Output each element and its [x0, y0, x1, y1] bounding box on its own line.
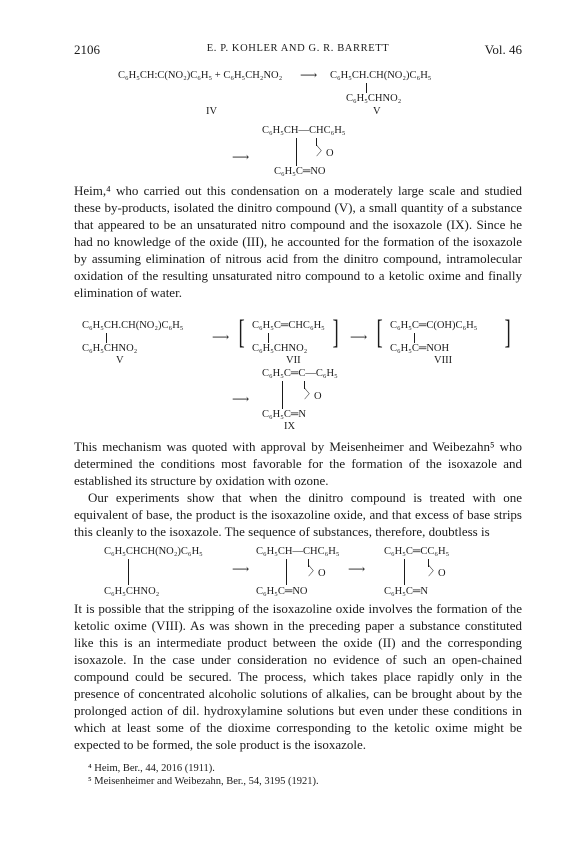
bond-line: [366, 83, 367, 93]
reaction-arrow: ⟶: [350, 330, 368, 344]
isoxazole-top: C₆H₅C═CC₆H₅: [384, 546, 450, 557]
page-header: [74, 42, 522, 62]
oxide-bottom: C₆H₅C═NO: [256, 586, 308, 597]
volume-label: Vol. 46: [484, 42, 522, 57]
reactants: C₆H₅CH:C(NO₂)C₆H₅ + C₆H₅CH₂NO₂: [118, 70, 283, 81]
ring-bond: [286, 559, 287, 585]
ring-bond: [404, 559, 405, 585]
bracket-close: ]: [504, 314, 511, 351]
compound-viii-top: C₆H₅C═C(OH)C₆H₅: [390, 320, 478, 331]
isoxazole-ix-top: C₆H₅C═C—C₆H₅: [262, 368, 338, 379]
compound-label-iv: IV: [206, 106, 218, 117]
ring-bond-chevron: 〉: [308, 564, 321, 578]
bond-line: [106, 333, 107, 343]
ring-bond-chevron: 〉: [316, 144, 329, 158]
footnote-5: ⁵ Meisenheimer and Weibezahn, Ber., 54, 3195 (1921).: [88, 776, 319, 787]
isoxazoline-oxide-top: C₆H₅CH—CHC₆H₅: [262, 125, 346, 136]
ring-bond-chevron: 〉: [428, 564, 441, 578]
reaction-arrow: ⟶: [232, 562, 250, 576]
bracket-open: [: [238, 314, 245, 351]
bond-line: [414, 333, 415, 343]
paragraph-stripping: It is possible that the stripping of the isoxazoline oxide involves the formation of the ketolic oxime (VIII). As was shown in the preceding paper a substance constituted like this is an intermediate product between the oxide (II) and the corresponding isoxazole. In the case under consideration no evidence of such an open-chained compound could be secured. The process, which takes place rapidly only in the presence of concentrated alcoholic solutions of alkalies, can be brought about by the prolonged action of dil. hydroxylamine solutions but even under these conditions in which at least some of the dioxime corresponding to the ketolic oxime might be expected to be formed, the sole product is the isoxazole.: [74, 601, 522, 752]
dinitro-bottom: C₆H₅CHNO₂: [104, 586, 160, 597]
oxide-top: C₆H₅CH—CHC₆H₅: [256, 546, 340, 557]
compound-label-viii: VIII: [434, 355, 453, 366]
ring-bond: [296, 138, 297, 166]
isoxazoline-oxide-bottom: C₆H₅C═NO: [274, 166, 326, 177]
compound-label-vii: VII: [286, 355, 301, 366]
dinitro-top: C₆H₅CHCH(NO₂)C₆H₅: [104, 546, 203, 557]
compound-v-bottom: C₆H₅CHNO₂: [82, 343, 138, 354]
paragraph-meisenheimer: This mechanism was quoted with approval by Meisenheimer and Weibezahn⁵ who determined the conditions most favorable for the formation of the isoxazole and established its structure by oxidation with ozone. Our experiments show that when the dinitro compound is treated with one equivalent of base, the product is the isoxazoline oxide, and that excess of base strips this cleanly to the isoxazole. The sequence of substances, therefore, doubtless is: [74, 439, 522, 539]
running-head: E. P. KOHLER AND G. R. BARRETT: [206, 43, 390, 54]
bond-line: [268, 333, 269, 343]
compound-label-v: V: [373, 106, 381, 117]
bond-line: [128, 559, 129, 585]
ring-bond-chevron: 〉: [304, 387, 317, 401]
reaction-arrow: ⟶: [232, 392, 250, 406]
ring-oxygen: O: [438, 568, 446, 579]
product-v-top: C₆H₅CH.CH(NO₂)C₆H₅: [330, 70, 432, 81]
page-number: 2106: [74, 42, 100, 57]
compound-v-top: C₆H₅CH.CH(NO₂)C₆H₅: [82, 320, 184, 331]
ring-oxygen: O: [314, 391, 322, 402]
isoxazole-bottom: C₆H₅C═N: [384, 586, 428, 597]
reaction-arrow: ⟶: [232, 150, 250, 164]
ring-bond: [282, 381, 283, 409]
ring-oxygen: O: [318, 568, 326, 579]
ring-oxygen: O: [326, 148, 334, 159]
reaction-arrow: ⟶: [212, 330, 230, 344]
compound-viii-bottom: C₆H₅C═NOH: [390, 343, 450, 354]
footnote-4: ⁴ Heim, Ber., 44, 2016 (1911).: [88, 763, 215, 774]
compound-vii-bottom: C₆H₅CHNO₂: [252, 343, 308, 354]
compound-vii-top: C₆H₅C═CHC₆H₅: [252, 320, 325, 331]
compound-label-v: V: [116, 355, 124, 366]
bracket-close: ]: [332, 314, 339, 351]
reaction-arrow: ⟶: [348, 562, 366, 576]
reaction-arrow: ⟶: [300, 68, 318, 82]
footnotes: [74, 762, 522, 788]
paragraph-heim: Heim,⁴ who carried out this condensation on a moderately large scale and studied these by-products, isolated the dinitro compound (V), a small quantity of a substance that appeared to be an unsaturated nitro compound and the isoxazole (IX). Since he had no knowledge of the oxide (III), he accounted for the formation of the isoxazole by assuming elimination of nitrous acid from the dinitro compound, intramolecular oxidation of the resulting unsaturated nitro compound to a ketolic oxime and finally elimination of water.: [74, 183, 522, 300]
bracket-open: [: [376, 314, 383, 351]
compound-label-ix: IX: [284, 421, 296, 432]
product-v-bottom: C₆H₅CHNO₂: [346, 93, 402, 104]
isoxazole-ix-bottom: C₆H₅C═N: [262, 409, 306, 420]
